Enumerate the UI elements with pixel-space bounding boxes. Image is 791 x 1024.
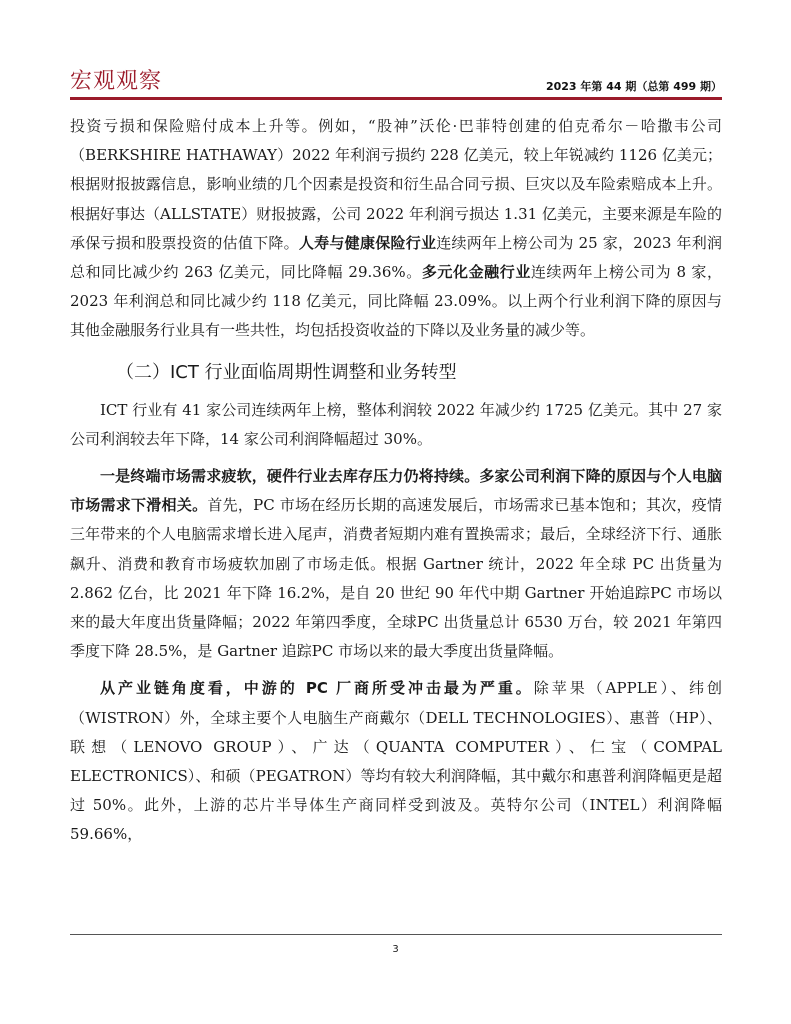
paragraph-1-text-c: 连续两年上榜公司为 8 家，2023 年利润总和同比减少约 118 亿美元，同比降幅 23.09%。以上两个行业利润下降的原因与其他金融服务行业具有一些共性，均包括投资收益的下降以及业务量的减少等。	[70, 263, 722, 340]
footer-rule	[70, 934, 722, 935]
paragraph-4-text: 除苹果（APPLE）、纬创（WISTRON）外，全球主要个人电脑生产商戴尔（DELL TECHNOLOGIES）、惠普（HP）、联想（LENOVO GROUP）、广达（QUANTA COMPUTER）、仁宝（COMPAL ELECTRONICS）、和硕（PEGATRON）等均有较大利润降幅，其中戴尔和惠普利润降幅更是超过 50%。此外，上游的芯片半导体生产商同样受到波及。英特尔公司（INTEL）利润降幅 59.66%，	[70, 679, 722, 844]
section-heading: （二）ICT 行业面临周期性调整和业务转型	[116, 361, 457, 383]
paragraph-4-lead: 从产业链角度看，中游的 PC 厂商所受冲击最为严重。	[100, 679, 534, 698]
paragraph-1-emphasis-diversified: 多元化金融行业	[421, 263, 531, 282]
paragraph-3-text: 首先，PC 市场在经历长期的高速发展后，市场需求已基本饱和；其次，疫情三年带来的个人电脑需求增长进入尾声，消费者短期内难有置换需求；最后，全球经济下行、通胀飙升、消费和教育市场疲软加剧了市场走低。根据 Gartner 统计，2022 年全球 PC 出货量为 2.862 亿台，比 2021 年下降 16.2%，是自 20 世纪 90 年代中期 Gartner 开始追踪PC 市场以来的最大年度出货量降幅；2022 年第四季度，全球PC 出货量总计 6530 万台，较 2021 年第四季度下降 28.5%，是 Gartner 追踪PC 市场以来的最大季度出货量降幅。	[70, 496, 722, 661]
issue-number: 2023 年第 44 期（总第 499 期）	[545, 80, 722, 93]
page-number: 3	[392, 944, 399, 955]
page-header	[70, 64, 722, 92]
paragraph-1-text: 投资亏损和保险赔付成本上升等。例如，“股神”沃伦·巴菲特创建的伯克希尔－哈撒韦公司（BERKSHIRE HATHAWAY）2022 年利润亏损约 228 亿美元，较上年锐减约 1126 亿美元；根据财报披露信息，影响业绩的几个因素是投资和衍生品合同亏损、巨灾以及车险索赔成本上升。根据好事达（ALLSTATE）财报披露，公司 2022 年利润亏损达 1.31 亿美元，主要来源是车险的承保亏损和股票投资的估值下降。	[70, 117, 722, 252]
publication-title: 宏观观察	[70, 69, 163, 94]
header-rule	[70, 97, 722, 100]
paragraph-2: ICT 行业有 41 家公司连续两年上榜，整体利润较 2022 年减少约 1725 亿美元。其中 27 家公司利润较去年下降，14 家公司利润降幅超过 30%。	[70, 400, 722, 448]
paragraph-1-emphasis-life-health: 人寿与健康保险行业	[298, 233, 437, 252]
paragraph-4	[70, 674, 722, 849]
paragraph-1	[70, 112, 722, 346]
article-body	[70, 112, 722, 850]
paragraph-3	[70, 462, 722, 666]
paragraph-3-lead: 一是终端市场需求疲软，硬件行业去库存压力仍将持续。多家公司利润下降的原因与个人电脑市场需求下滑相关。	[70, 467, 722, 515]
paragraph-1-text-b: 连续两年上榜公司为 25 家，2023 年利润总和同比减少约 263 亿美元，同比降幅 29.36%。	[70, 233, 722, 282]
